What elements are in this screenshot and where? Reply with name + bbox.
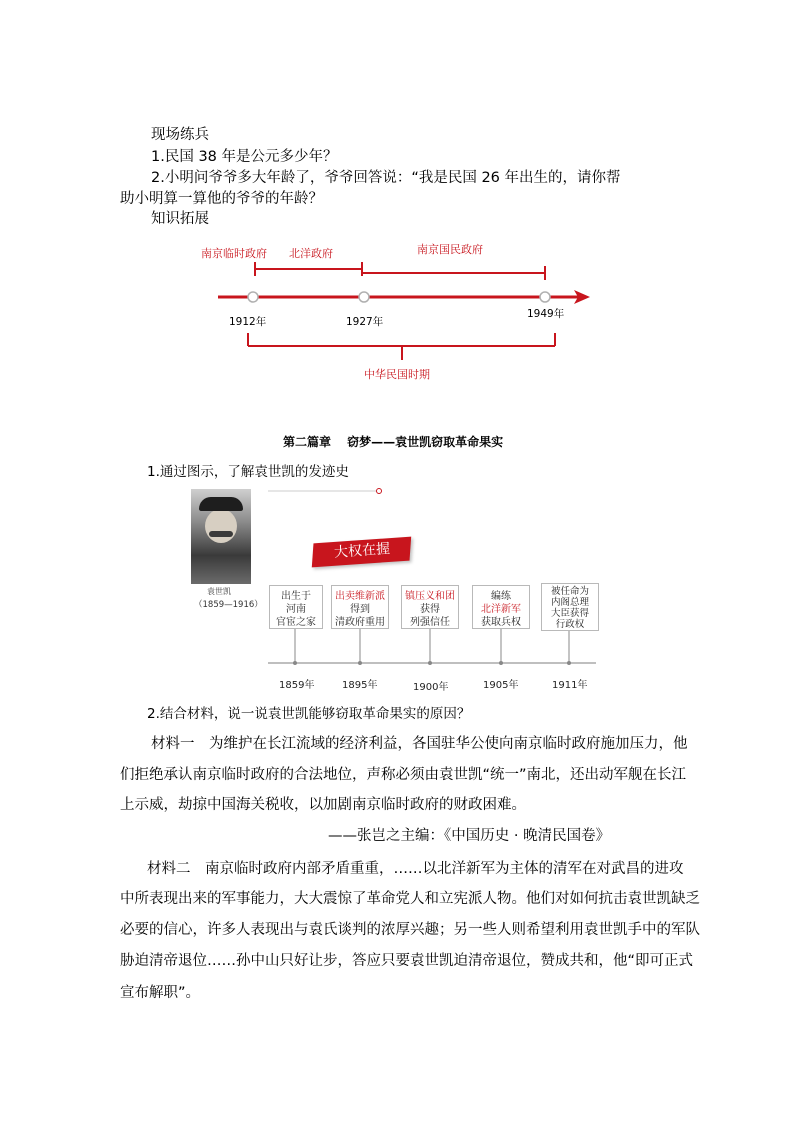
label-beiyang: 北洋政府 <box>289 247 333 260</box>
material1-source: ——张岂之主编：《中国历史 · 晚清民国卷》 <box>328 828 611 844</box>
event-box-premier: 被任命为 内阁总理 大臣获得 行政权 <box>541 583 599 631</box>
event-box-birth: 出生于 河南 官宦之家 <box>269 585 323 629</box>
material2-line1: 材料二 南京临时政府内部矛盾重重，……以北洋新军为主体的清军在对武昌的进攻 <box>147 861 684 877</box>
material2-line5: 宣布解职”。 <box>120 985 201 1001</box>
portrait-caption-name: 袁世凯 <box>207 587 231 596</box>
portrait-face <box>205 509 237 543</box>
material2-line4: 胁迫清帝退位……孙中山只好让步，答应只要袁世凯迫清帝退位，赞成共和，他“即可正式 <box>120 953 694 969</box>
label-nanjing-provisional: 南京临时政府 <box>201 247 267 260</box>
question-2-line2: 助小明算一算他的爷爷的年龄？ <box>120 191 323 207</box>
portrait-caption-years: （1859—1916） <box>194 600 263 610</box>
material2-line3: 必要的信心，许多人表现出与袁氏谈判的浓厚兴趣；另一些人则希望利用袁世凯手中的军队 <box>120 922 700 938</box>
question-2-line1: 2.小明问爷爷多大年龄了，爷爷回答说：“我是民国 26 年出生的，请你帮 <box>151 170 621 186</box>
event-box-suppress-boxers: 镇压义和团 获得 列强信任 <box>401 585 459 629</box>
section1-title: 1.通过图示，了解袁世凯的发迹史 <box>147 464 349 480</box>
rise-year-1905: 1905年 <box>483 680 519 691</box>
practice-heading: 现场练兵 <box>151 127 209 143</box>
top-decor-dot <box>377 489 382 494</box>
year-1927: 1927年 <box>346 316 384 328</box>
rise-year-1911: 1911年 <box>552 680 588 691</box>
material2-line2: 中所表现出来的军事能力，大大震惊了革命党人和立宪派人物。他们对如何抗击袁世凯缺乏 <box>120 891 700 907</box>
question-1: 1.民国 38 年是公元多少年？ <box>151 149 338 165</box>
rise-year-1859: 1859年 <box>279 680 315 691</box>
event-box-betray-reformers: 出卖维新派 得到 清政府重用 <box>331 585 389 629</box>
material1-line1: 材料一 为维护在长江流域的经济利益，各国驻华公使向南京临时政府施加压力，他 <box>151 736 688 752</box>
event-box-train-army: 编练 北洋新军 获取兵权 <box>472 585 530 629</box>
portrait-moustache <box>209 531 233 537</box>
portrait-hat <box>199 497 243 511</box>
yuan-shikai-portrait <box>191 489 251 584</box>
extend-heading: 知识拓展 <box>151 211 209 227</box>
section2-title: 2.结合材料，说一说袁世凯能够窃取革命果实的原因？ <box>147 706 471 722</box>
rise-year-1895: 1895年 <box>342 680 378 691</box>
rise-timeline-connectors <box>295 629 569 663</box>
material1-line3: 上示威，劫掠中国海关税收，以加剧南京临时政府的财政困难。 <box>120 797 526 813</box>
year-1949: 1949年 <box>527 308 565 320</box>
chapter-title: 第二篇章 窃梦——袁世凯窃取革命果实 <box>283 435 504 449</box>
power-banner-text: 大权在握 <box>333 541 391 561</box>
year-1912: 1912年 <box>229 316 267 328</box>
period-label: 中华民国时期 <box>364 368 430 381</box>
rise-year-1900: 1900年 <box>413 682 449 693</box>
label-nanjing-national: 南京国民政府 <box>417 243 483 256</box>
material1-line2: 们拒绝承认南京临时政府的合法地位，声称必须由袁世凯“统一”南北，还出动军舰在长江 <box>120 767 687 783</box>
